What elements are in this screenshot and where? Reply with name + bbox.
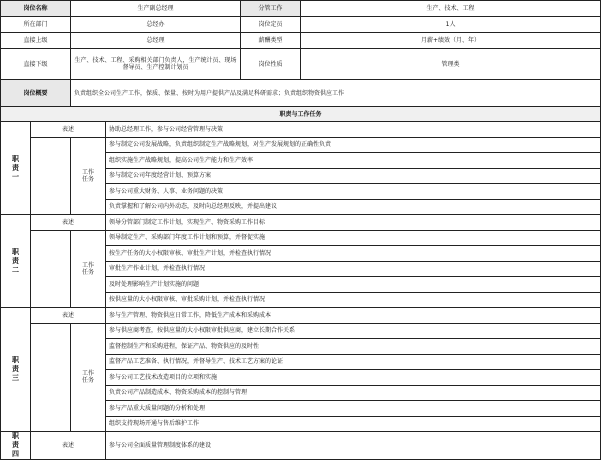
top-row-3 — [1, 33, 601, 49]
task-row — [1, 323, 601, 339]
task-row — [1, 230, 601, 246]
duty-3-task-5: 负责公司产品制造成本、物资采购成本的控制与管理 — [106, 385, 601, 401]
top-row-1 — [1, 1, 601, 17]
summary-label: 岗位概要 — [1, 80, 71, 107]
managed-work-label: 分管工作 — [241, 1, 301, 17]
job-title-label: 岗位名称 — [1, 1, 71, 17]
duty-3-title: 职责三 — [1, 308, 31, 432]
duty-3-task-6: 参与产品重大质量问题的分析和处理 — [106, 401, 601, 417]
duty-1-task-3: 参与制定公司年度经营计划、预算方案 — [106, 168, 601, 184]
duty-2-desc-label: 表述 — [31, 215, 106, 231]
subordinates-label: 直接下级 — [1, 49, 71, 80]
duty-3-task-7: 组织支持现场开通与售后维护工作 — [106, 416, 601, 432]
duty-2-task-1: 领导制定生产、采购部门年度工作计划和预算，并督促实施 — [106, 230, 601, 246]
duty-3-task-3: 监督产品工艺准备、执行情况，并督导生产、技术工艺方案的论证 — [106, 354, 601, 370]
duty-3-task-4: 参与公司工艺技术改造项目的立项和实施 — [106, 370, 601, 386]
managed-work-value: 生产、技术、工程 — [301, 1, 601, 17]
duty-2-desc: 领导分管部门制定工作计划，实现生产、物资采购工作目标 — [106, 215, 601, 231]
top-row-4 — [1, 49, 601, 80]
duty-2-task-4: 及时处理影响生产计划实施的问题 — [106, 277, 601, 293]
duty-1-desc-row — [1, 122, 601, 138]
duty-1-task-4: 参与公司重大财务、人事、业务问题的决策 — [106, 184, 601, 200]
duties-banner: 职责与工作任务 — [1, 107, 601, 122]
duty-3-task-label: 工作任务 — [71, 323, 106, 432]
superior-value: 总经理 — [71, 33, 241, 49]
top-row-2 — [1, 17, 601, 33]
department-label: 所在部门 — [1, 17, 71, 33]
job-title-value: 生产副总经理 — [71, 1, 241, 17]
summary-row — [1, 80, 601, 107]
position-nature-value: 管理类 — [301, 49, 601, 80]
duty-1-desc: 协助总经理工作，参与公司经营管理与决策 — [106, 122, 601, 138]
subordinates-value: 生产、技术、工程、采购相关部门负责人，生产统计员、现场督导员、生产控制计划员 — [71, 49, 241, 80]
duty-4-title: 职责四 — [1, 432, 31, 460]
duty-4-desc-row — [1, 432, 601, 460]
duty-2-task-5: 按供应量的大小权限审核、审批采购计划，并检查执行情况 — [106, 292, 601, 308]
task-row — [1, 137, 601, 153]
duty-2-task-2: 按生产任务的大小权限审核、审批生产计划，并检查执行情况 — [106, 246, 601, 262]
summary-content: 负责组织全公司生产工作，保质、保量、按时为用户提供产品及满足科研需求；负责组织物资供应工作 — [71, 80, 601, 107]
headcount-value: 1人 — [301, 17, 601, 33]
duty-1-task-5: 负责掌握和了解公司内外动态，及时向总经理反映，并提出建议 — [106, 199, 601, 215]
duty-2-title: 职责二 — [1, 215, 31, 308]
superior-label: 直接上级 — [1, 33, 71, 49]
duty-4-desc-label: 表述 — [31, 432, 106, 460]
duty-1-desc-label: 表述 — [31, 122, 106, 138]
duty-3-desc-row — [1, 308, 601, 324]
duty-3-desc: 参与生产管理、物资供应日常工作，降低生产成本和采购成本 — [106, 308, 601, 324]
duty-1-task-label: 工作任务 — [71, 137, 106, 215]
duty-2-task-3: 审批生产作业计划，并检查执行情况 — [106, 261, 601, 277]
headcount-label: 岗位定员 — [241, 17, 301, 33]
duty-3-desc-label: 表述 — [31, 308, 106, 324]
position-nature-label: 岗位性质 — [241, 49, 301, 80]
duty-2-task-label: 工作任务 — [71, 230, 106, 308]
duty-3-task-1: 参与供应商考查，按供应量的大小权限审批供应商，建立长期合作关系 — [106, 323, 601, 339]
duty-1-task-1: 参与制定公司发展战略，负责组织制定生产战略规划，对生产发展规划的正确性负责 — [106, 137, 601, 153]
salary-type-value: 月薪+绩效（月、年） — [301, 33, 601, 49]
department-value: 总经办 — [71, 17, 241, 33]
salary-type-label: 薪酬类型 — [241, 33, 301, 49]
duty-4-desc: 参与公司全面质量管理制度体系的建设 — [106, 432, 601, 460]
duty-3-task-2: 监督控制生产和采购进程，保证产品、物资供应的及时性 — [106, 339, 601, 355]
duty-2-desc-row — [1, 215, 601, 231]
duty-1-title: 职责一 — [1, 122, 31, 215]
duty-1-task-2: 组织实施生产战略规划，提高公司生产能力和生产效率 — [106, 153, 601, 169]
duties-banner-row — [1, 107, 601, 122]
